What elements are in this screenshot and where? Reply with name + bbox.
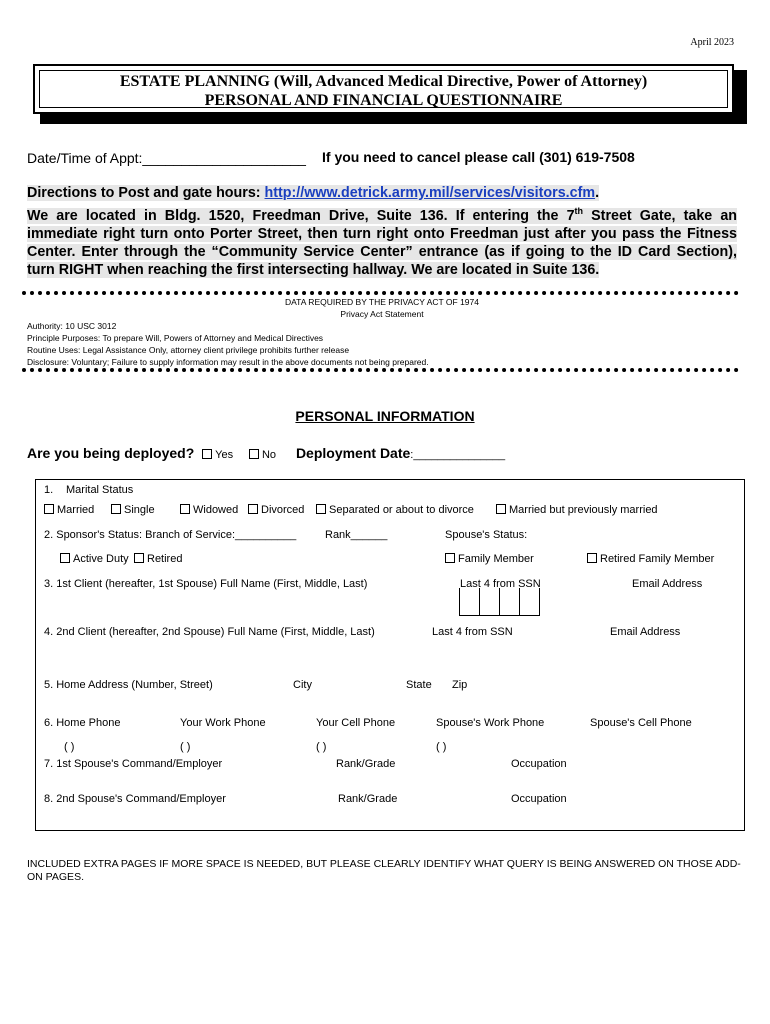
directions-body-part1: We are located in Bldg. 1520, Freedman Drive, Suite 136. If entering the 7 <box>27 207 575 224</box>
occupation2-label: Occupation <box>511 793 567 805</box>
marital-status-label: Marital Status <box>66 484 134 496</box>
home-phone-label: 6. Home Phone <box>44 717 121 729</box>
title-line-1: ESTATE PLANNING (Will, Advanced Medical Directive, Power of Attorney) <box>119 73 648 90</box>
retired-family-checkbox[interactable] <box>587 553 597 563</box>
married-label: Married <box>57 504 95 516</box>
deployed-no-label: No <box>261 449 277 461</box>
spouse-status-label: Spouse's Status: <box>445 529 528 541</box>
visitors-link[interactable]: http://www.detrick.army.mil/services/visitors.cfm <box>264 185 596 201</box>
deployed-yes-label: Yes <box>215 449 234 461</box>
city-label: City <box>293 679 312 691</box>
title-inner-frame <box>39 70 728 108</box>
family-member-checkbox[interactable] <box>445 553 455 563</box>
zip-label: Zip <box>452 679 468 691</box>
directions-period: . <box>595 185 600 201</box>
directions-paragraph <box>27 184 737 279</box>
marital-prev-married-option[interactable] <box>496 504 658 516</box>
appointment-field[interactable]: Date/Time of Appt:_____________________ <box>27 150 306 166</box>
active-duty-label: Active Duty <box>73 553 129 565</box>
privacy-purposes: Principle Purposes: To prepare Will, Powers of Attorney and Medical Directives <box>27 333 324 343</box>
spouse-work-phone-label: Spouse's Work Phone <box>436 717 545 729</box>
deployment-row <box>27 445 505 461</box>
directions-lead <box>27 185 599 201</box>
footer-note: INCLUDED EXTRA PAGES IF MORE SPACE IS NEEDED, BUT PLEASE CLEARLY IDENTIFY WHAT QUERY IS BEING ANSWERED ON THOSE ADD-ON PAGES. <box>27 858 741 883</box>
widowed-checkbox[interactable] <box>180 504 190 514</box>
retired-family-option[interactable] <box>587 553 714 565</box>
privacy-heading: DATA REQUIRED BY THE PRIVACY ACT OF 1974 <box>285 297 479 307</box>
work-phone-label: Your Work Phone <box>180 717 266 729</box>
ssn-digit-box[interactable] <box>519 588 540 616</box>
separated-label: Separated or about to divorce <box>329 504 474 516</box>
marital-single-option[interactable] <box>111 504 155 516</box>
family-member-label: Family Member <box>458 553 534 565</box>
directions-superscript: th <box>574 206 584 216</box>
rank-grade2-label: Rank/Grade <box>338 793 398 805</box>
rank-field[interactable]: Rank______ <box>325 529 388 541</box>
retired-checkbox[interactable] <box>134 553 144 563</box>
single-label: Single <box>124 504 155 516</box>
family-member-option[interactable] <box>445 553 534 565</box>
marital-number: 1. <box>44 484 54 496</box>
deployment-date-field[interactable]: :_______________ <box>410 449 506 461</box>
client1-ssn-boxes[interactable] <box>460 588 540 616</box>
client1-email-label: Email Address <box>632 578 703 590</box>
title-line-2: PERSONAL AND FINANCIAL QUESTIONNAIRE <box>204 92 563 109</box>
directions-body-part2: Street Gate, take an immediate right turn onto Porter Street, then turn right onto Freedman just after you pass the Fitness Center. Enter through the “Community Service Center” entrance (as if going to the ID Card Section), turn RIGHT when reaching the first intersecting hallway. We are located in Suite 136. <box>27 207 738 278</box>
spouse-work-phone-area[interactable]: ( ) <box>436 741 447 753</box>
prev-married-label: Married but previously married <box>509 504 658 516</box>
privacy-subheading: Privacy Act Statement <box>340 309 424 319</box>
cell-phone-label: Your Cell Phone <box>316 717 396 729</box>
privacy-top-divider <box>22 291 739 295</box>
divorced-checkbox[interactable] <box>248 504 258 514</box>
active-duty-option[interactable] <box>60 553 129 565</box>
retired-family-label: Retired Family Member <box>600 553 715 565</box>
divorced-label: Divorced <box>261 504 305 516</box>
rank-grade1-label: Rank/Grade <box>336 758 396 770</box>
marital-married-option[interactable] <box>44 504 94 516</box>
client2-email-label: Email Address <box>610 626 681 638</box>
widowed-label: Widowed <box>193 504 239 516</box>
personal-info-form <box>35 479 745 831</box>
state-label: State <box>406 679 432 691</box>
deployed-no-checkbox[interactable] <box>249 449 259 459</box>
directions-body <box>27 208 737 278</box>
title-box <box>33 64 734 114</box>
work-phone-area[interactable]: ( ) <box>180 741 191 753</box>
personal-info-title: PERSONAL INFORMATION <box>295 408 475 424</box>
spouse-cell-phone-label: Spouse's Cell Phone <box>590 717 692 729</box>
single-checkbox[interactable] <box>111 504 121 514</box>
privacy-uses: Routine Uses: Legal Assistance Only, attorney client privilege prohibits further release <box>27 345 350 355</box>
employer2-label: 8. 2nd Spouse's Command/Employer <box>44 793 226 805</box>
sponsor-status-field[interactable]: 2. Sponsor's Status: Branch of Service:__________ <box>44 529 297 541</box>
document-date: April 2023 <box>690 37 734 48</box>
cancel-notice: If you need to cancel please call (301) 619-7508 <box>322 149 635 165</box>
privacy-bottom-divider <box>22 368 739 372</box>
home-address-label: 5. Home Address (Number, Street) <box>44 679 213 691</box>
cell-phone-area[interactable]: ( ) <box>316 741 327 753</box>
deployed-yes-checkbox[interactable] <box>202 449 212 459</box>
home-phone-area[interactable]: ( ) <box>64 741 75 753</box>
deployed-question: Are you being deployed? <box>27 445 195 461</box>
directions-block <box>27 184 737 279</box>
active-duty-checkbox[interactable] <box>60 553 70 563</box>
client1-ssn-label: Last 4 from SSN <box>460 578 541 590</box>
ssn-digit-box[interactable] <box>479 588 500 616</box>
employer1-label: 7. 1st Spouse's Command/Employer <box>44 758 223 770</box>
retired-option[interactable] <box>134 553 182 565</box>
directions-lead-text: Directions to Post and gate hours: <box>27 185 265 201</box>
retired-label: Retired <box>147 553 183 565</box>
marital-separated-option[interactable] <box>316 504 474 516</box>
ssn-digit-box[interactable] <box>499 588 520 616</box>
marital-divorced-option[interactable] <box>248 504 304 516</box>
client1-name-label: 3. 1st Client (hereafter, 1st Spouse) Full Name (First, Middle, Last) <box>44 578 368 590</box>
occupation1-label: Occupation <box>511 758 567 770</box>
marital-widowed-option[interactable] <box>180 504 238 516</box>
privacy-authority: Authority: 10 USC 3012 <box>27 321 117 331</box>
separated-checkbox[interactable] <box>316 504 326 514</box>
client2-name-label: 4. 2nd Client (hereafter, 2nd Spouse) Full Name (First, Middle, Last) <box>44 626 375 638</box>
privacy-disclosure: Disclosure: Voluntary; Failure to supply information may result in the above documents not being prepared. <box>27 357 429 367</box>
deployment-date-label: Deployment Date <box>295 445 411 461</box>
ssn-digit-box[interactable] <box>459 588 480 616</box>
client2-ssn-label: Last 4 from SSN <box>432 626 513 638</box>
married-checkbox[interactable] <box>44 504 54 514</box>
prev-married-checkbox[interactable] <box>496 504 506 514</box>
